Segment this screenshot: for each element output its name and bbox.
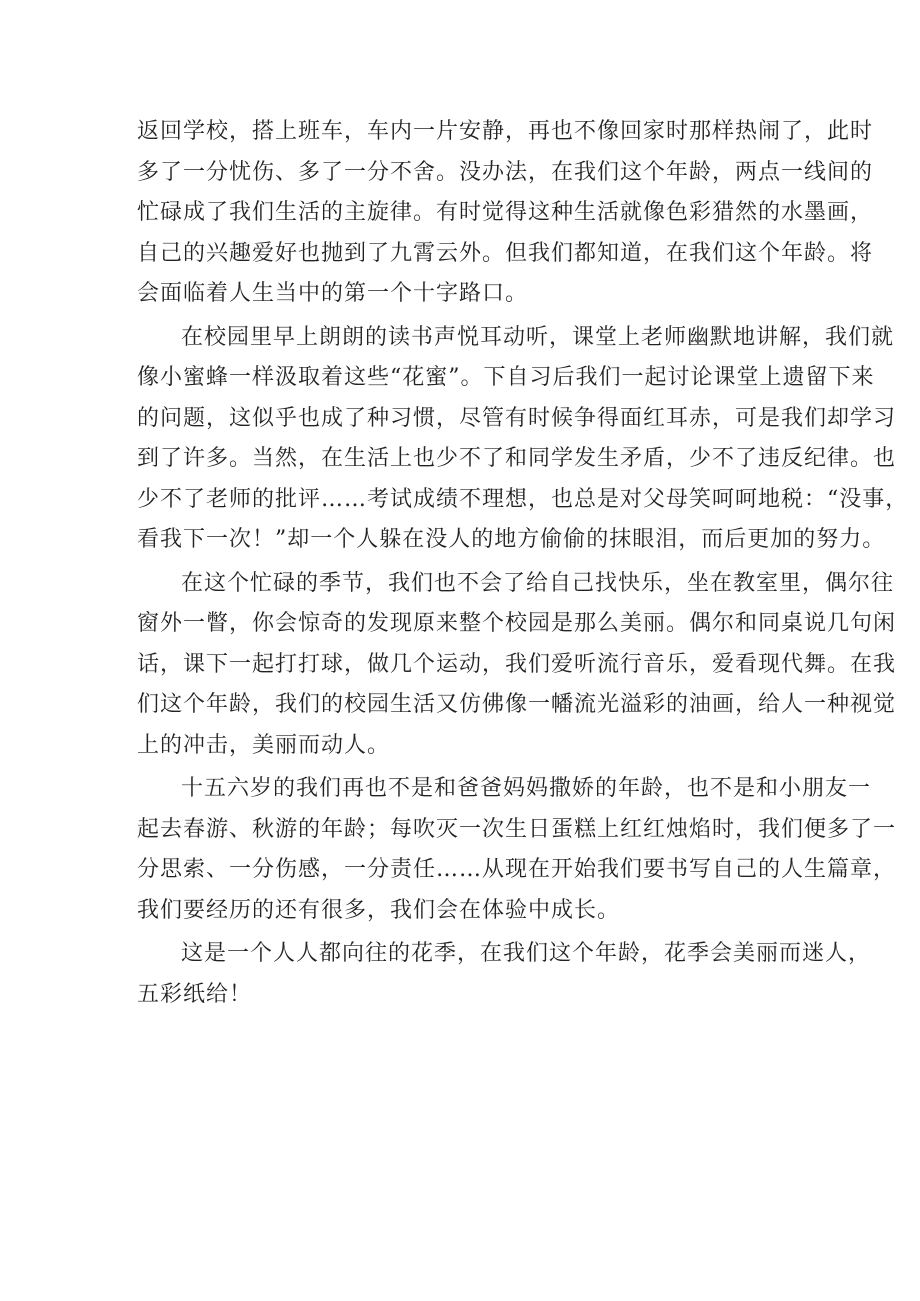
text-line: 的问题，这似乎也成了种习惯，尽管有时候争得面红耳赤，可是我们却学习	[137, 405, 897, 431]
text-line: 我们要经历的还有很多，我们会在体验中成长。	[137, 897, 621, 923]
text-line: 少不了老师的批评……考试成绩不理想，也总是对父母笑呵呵地税：“没事，	[137, 486, 909, 512]
paragraph-2	[137, 318, 909, 561]
text-line: 在这个忙碌的季节，我们也不会了给自己找快乐，坐在教室里，偶尔往	[181, 570, 895, 596]
text-line: 起去春游、秋游的年龄；每吹灭一次生日蛋糕上红红烛焰时，我们便多了一	[137, 816, 897, 842]
text-line: 分思索、一分伤感，一分责任……从现在开始我们要书写自己的人生篇章，	[137, 857, 897, 882]
text-line: 在校园里早上朗朗的读书声悦耳动听，课堂上老师幽默地讲解，我们就	[181, 324, 895, 350]
text-line: 上的冲击，美丽而动人。	[137, 732, 391, 758]
text-line: 十五六岁的我们再也不是和爸爸妈妈撒娇的年龄，也不是和小朋友一	[181, 776, 872, 801]
text-line: 们这个年龄，我们的校园生活又仿佛像一幡流光溢彩的油画，给人一种视觉	[137, 692, 897, 717]
text-line: 像小蜜蜂一样汲取着这些“花蜜”。下自习后我们一起讨论课堂上遗留下来	[137, 365, 875, 390]
text-line: 五彩纸给！	[137, 981, 253, 1007]
text-line: 多了一分忧伤、多了一分不舍。没办法，在我们这个年龄，两点一线间的	[137, 159, 874, 185]
text-line: 会面临着人生当中的第一个十字路口。	[137, 281, 529, 306]
text-line: 话，课下一起打打球，做几个运动，我们爱听流行音乐，爱看现代舞。在我	[137, 651, 897, 677]
paragraph-3	[137, 564, 897, 767]
text-line: 到了许多。当然，在生活上也少不了和同学发生矛盾，少不了违反纪律。也	[137, 446, 897, 471]
text-line: 返回学校，搭上班车，车内一片安静，再也不像回家时那样热闹了，此时	[137, 119, 874, 144]
text-line: 窗外一瞥，你会惊奇的发现原来整个校园是那么美丽。偶尔和同桌说几句闲	[137, 611, 897, 636]
paragraph-5	[137, 934, 872, 1015]
text-line: 这是一个人人都向往的花季，在我们这个年龄，花季会美丽而迷人，	[181, 941, 872, 966]
paragraph-1	[137, 112, 874, 315]
text-line: 自己的兴趣爱好也抛到了九霄云外。但我们都知道，在我们这个年龄。将	[137, 240, 874, 266]
text-line: 忙碌成了我们生活的主旋律。有时觉得这种生活就像色彩猎然的水墨画，	[137, 200, 874, 225]
essay-body	[137, 112, 909, 1018]
text-line: 看我下一次！”却一个人躲在没人的地方偷偷的抹眼泪，而后更加的努力。	[137, 527, 886, 552]
paragraph-4	[137, 769, 897, 931]
